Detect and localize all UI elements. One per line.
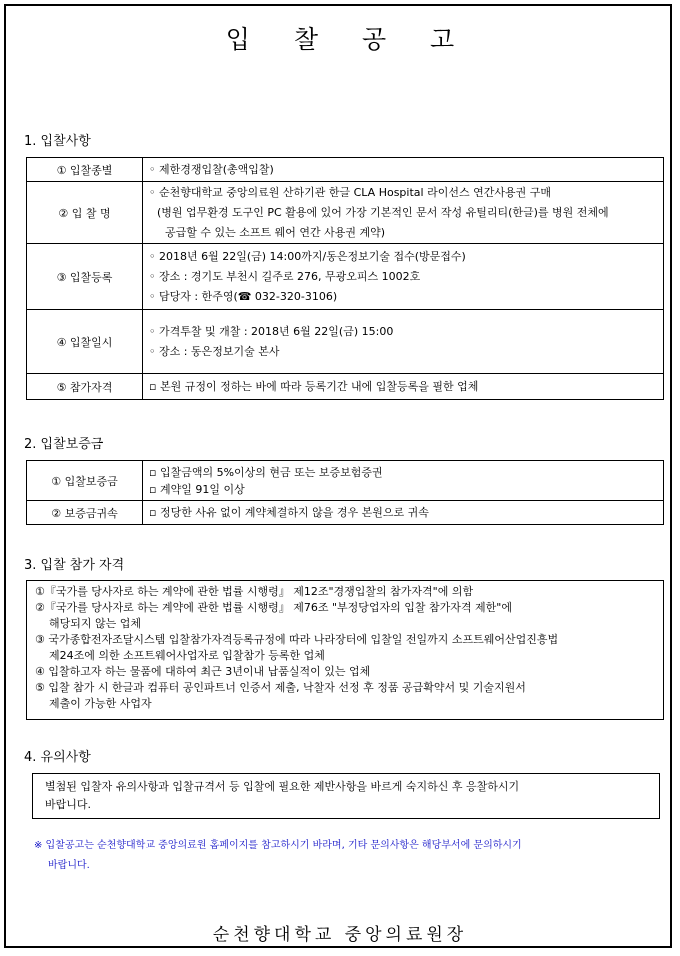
qualification-line: ②『국가를 당사자로 하는 계약에 관한 법률 시행령』 제76조 "부정당업자의 입찰 참가자격 제한"에 [35, 601, 512, 614]
row-label: ④ 입찰일시 [27, 310, 143, 374]
section-2-heading: 2. 입찰보증금 [24, 437, 104, 452]
page-title: 입 찰 공 고 [225, 25, 473, 54]
row-line: ▫ 본원 규정이 정하는 바에 따라 등록기간 내에 입찰등록을 필한 업체 [149, 379, 479, 393]
table-row [27, 310, 664, 374]
row-label: ③ 입찰등록 [27, 244, 143, 310]
row-line: ▫ 입찰금액의 5%이상의 현금 또는 보증보험증권 [149, 465, 383, 479]
row-line: ◦ 장소 : 동은정보기술 본사 [149, 344, 280, 358]
row-line: ◦ 장소 : 경기도 부천시 길주로 276, 무광오피스 1002호 [149, 269, 421, 283]
qualification-line: 제출이 가능한 사업자 [49, 697, 152, 710]
row-content [143, 501, 664, 525]
row-line: ◦ 담당자 : 한주영(☎ 032-320-3106) [149, 289, 338, 303]
table-row [27, 182, 664, 244]
qualification-line: ⑤ 입찰 참가 시 한글과 컴퓨터 공인파트너 인증서 제출, 낙찰자 선정 후 정품 공급확약서 및 기술지원서 [35, 681, 526, 694]
row-content [143, 244, 664, 310]
qualification-line: 해당되지 않는 업체 [49, 617, 142, 630]
row-label: ② 보증금귀속 [27, 501, 143, 525]
row-label: ① 입찰종별 [27, 158, 143, 182]
qualification-line: ①『국가를 당사자로 하는 계약에 관한 법률 시행령』 제12조"경쟁입찰의 참가자격"에 의함 [35, 585, 474, 598]
row-line: ◦ 2018년 6월 22일(금) 14:00까지/동은정보기술 접수(방문접수) [149, 249, 466, 263]
table-row [27, 158, 664, 182]
remark-line: ※ 입찰공고는 순천향대학교 중앙의료원 홈페이지를 참고하시기 바라며, 기타 문의사항은 해당부서에 문의하시기 [34, 840, 522, 851]
remark-line: 바랍니다. [48, 860, 90, 871]
qualification-line: 제24조에 의한 소프트웨어사업자로 입찰참가 등록한 업체 [49, 649, 325, 662]
row-line: 공급할 수 있는 소프트 웨어 연간 사용권 계약) [165, 225, 386, 239]
signature: 순천향대학교 중앙의료원장 [212, 925, 468, 945]
notes-line: 바랍니다. [45, 798, 92, 811]
notes-box [32, 773, 660, 819]
notes-line: 별첨된 입찰자 유의사항과 입찰규격서 등 입찰에 필요한 제반사항을 바르게 숙지하신 후 응찰하시기 [45, 780, 520, 793]
row-label: ⑤ 참가자격 [27, 374, 143, 400]
section-1-heading: 1. 입찰사항 [24, 134, 91, 149]
table-row [27, 244, 664, 310]
row-line: ◦ 가격투찰 및 개찰 : 2018년 6월 22일(금) 15:00 [149, 324, 394, 338]
row-line: ▫ 정당한 사유 없이 계약체결하지 않을 경우 본원으로 귀속 [149, 505, 429, 519]
row-content [143, 158, 664, 182]
qualification-line: ③ 국가종합전자조달시스템 입찰참가자격등록규정에 따라 나라장터에 입찰일 전일까지 소프트웨어산업진흥법 [35, 633, 559, 646]
section-3-heading: 3. 입찰 참가 자격 [24, 558, 125, 573]
row-content [143, 461, 664, 501]
notice-frame [4, 4, 672, 948]
table-row [27, 374, 664, 400]
section-4-heading: 4. 유의사항 [24, 750, 91, 765]
table-row [27, 461, 664, 501]
row-label: ① 입찰보증금 [27, 461, 143, 501]
row-line: ◦ 순천향대학교 중앙의료원 산하기관 한글 CLA Hospital 라이선스 연간사용권 구매 [149, 185, 551, 199]
qualification-box [26, 580, 664, 720]
row-line: ▫ 계약일 91일 이상 [149, 482, 245, 496]
table-row [27, 501, 664, 525]
bid-details-table [26, 157, 664, 400]
qualification-line: ④ 입찰하고자 하는 물품에 대하여 최근 3년이내 납품실적이 있는 업체 [35, 665, 371, 678]
row-line: (병원 업무환경 도구인 PC 활용에 있어 가장 기본적인 문서 작성 유틸리티(한글)를 병원 전체에 [157, 205, 609, 219]
row-content [143, 374, 664, 400]
row-line: ◦ 제한경쟁입찰(총액입찰) [149, 162, 274, 176]
row-content [143, 310, 664, 374]
row-content [143, 182, 664, 244]
remark-note [34, 836, 522, 876]
row-label: ② 입 찰 명 [27, 182, 143, 244]
deposit-table [26, 460, 664, 525]
